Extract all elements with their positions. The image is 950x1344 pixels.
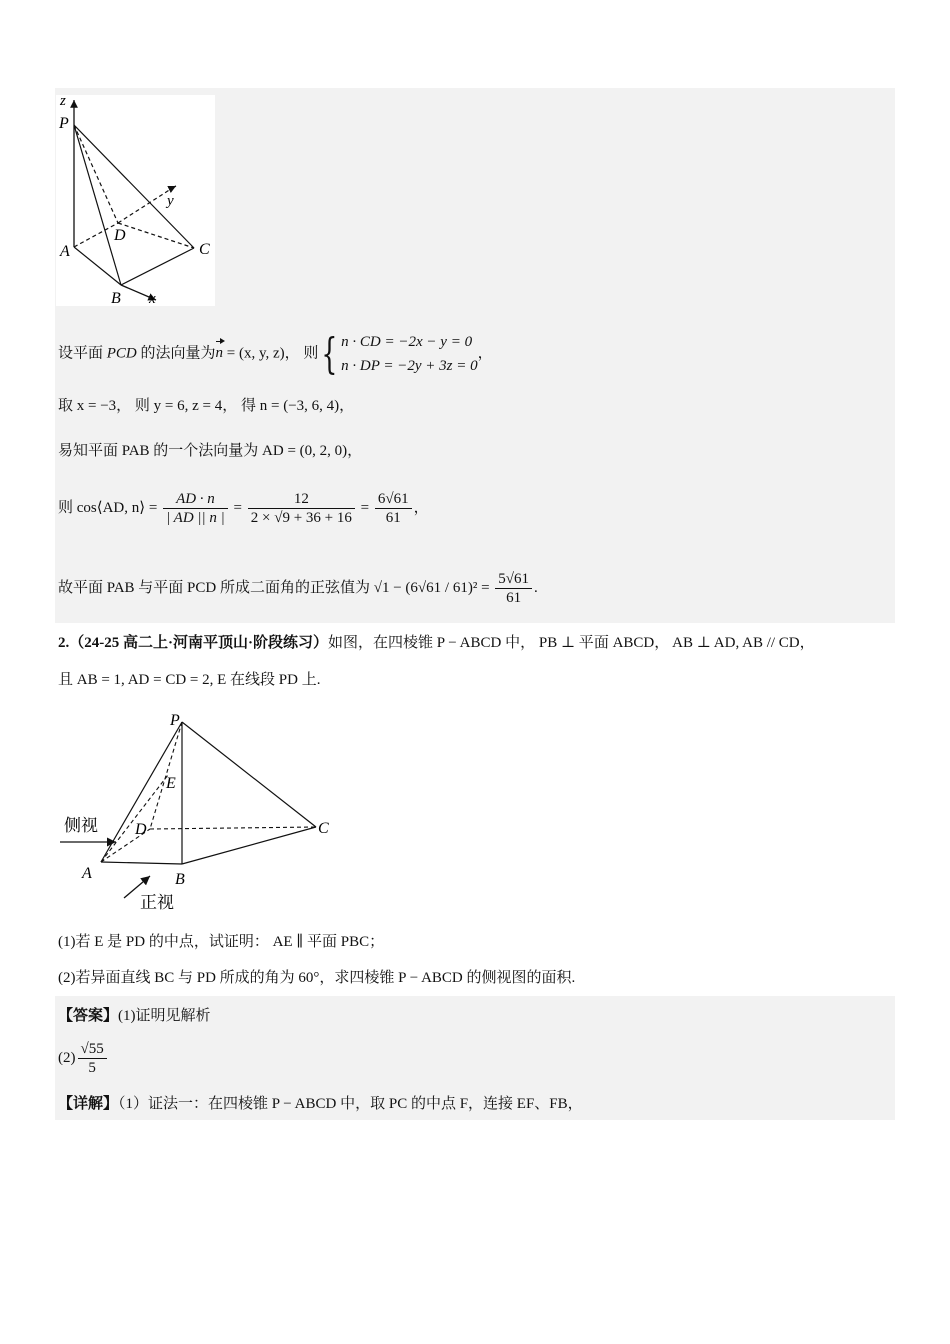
text: 故平面 PAB 与平面 PCD 所成二面角的正弦值为 [58, 579, 370, 596]
problem-text: 如图，在四棱锥 P − ABCD 中， PB ⊥ 平面 ABCD， AB ⊥ AD, AB // CD， [328, 635, 815, 651]
numerator: √55 [78, 1040, 107, 1059]
text: 则 [299, 345, 319, 362]
label-D: D [114, 227, 126, 244]
text: ， [477, 345, 493, 362]
detail-line [58, 1094, 583, 1114]
solution-line-normal-vector [58, 330, 493, 378]
question-text: (1)若 E 是 PD 的中点，试证明： AE ∥ 平面 PBC； [58, 934, 385, 950]
numerator: 6√61 [375, 490, 412, 509]
figure-1-svg [56, 95, 215, 306]
fraction-12 [248, 490, 355, 527]
label-P: P [170, 712, 180, 729]
question-1 [58, 932, 384, 952]
label-A: A [60, 243, 70, 260]
label-side-view: 侧视 [64, 816, 98, 835]
plane-name: PCD [106, 345, 137, 362]
answer-label: 【答案】 [58, 1008, 119, 1024]
numerator: 5√61 [495, 570, 532, 589]
figure-2-svg [58, 705, 348, 915]
equation-system [341, 330, 477, 378]
label-x: x [149, 291, 156, 306]
text: = (x, y, z)， [223, 345, 300, 362]
label-z: z [60, 95, 66, 109]
detail-text: （1）证法一：在四棱锥 P − ABCD 中，取 PC 的中点 F，连接 EF、FB， [118, 1096, 583, 1112]
label-E: E [166, 775, 176, 792]
answer-line-1 [58, 1006, 211, 1026]
denominator: 5 [88, 1060, 96, 1076]
denominator: 61 [506, 590, 522, 606]
text: ， [413, 499, 429, 516]
solution-line-pab-normal [58, 441, 362, 461]
fraction-sine-result [495, 570, 532, 607]
fraction-answer-2 [78, 1040, 107, 1077]
label-B: B [175, 871, 185, 888]
equation-2: n · DP = −2y + 3z = 0 [341, 358, 478, 374]
solution-line-cosine: 则 cos⟨AD, n⟩ = $\frac{AD \cdot n}{| AD || n |}$ = $\frac{12}{2 \times √9 + 36 + 16}$ = $\frac{6√61}{61}$ ， [58, 491, 429, 526]
answer-line-2 [58, 1040, 109, 1077]
equation-1: n · CD = −2x − y = 0 [341, 334, 473, 350]
answer-text: (2) [58, 1049, 76, 1066]
numerator: AD · n [163, 490, 228, 509]
figure-coordinate-pyramid [56, 95, 215, 306]
problem-number: 2. [58, 635, 70, 651]
text: 取 x = −3， 则 y = 6, z = 4， 得 n = (−3, 6, 4)， [58, 398, 355, 414]
label-B: B [111, 290, 121, 306]
label-C: C [199, 241, 210, 258]
problem-2-line-1 [58, 633, 815, 653]
text: . [534, 579, 538, 596]
problem-source: （24-25 高二上·河南平顶山·阶段练习） [69, 635, 329, 651]
label-A: A [82, 865, 92, 882]
label-C: C [318, 820, 329, 837]
figure-pyramid-views [58, 705, 348, 915]
vector-n: n [215, 345, 224, 362]
problem-text: 且 AB = 1, AD = CD = 2, E 在线段 PD 上. [58, 672, 321, 688]
question-2 [58, 968, 575, 988]
denominator: 61 [385, 510, 401, 526]
text: 则 cos⟨AD, n⟩ = [58, 499, 158, 516]
solution-line-sine: 故平面 PAB 与平面 PCD 所成二面角的正弦值为 √1 − (6√61 / 61)² = $\frac{5√61}{61}$ . [58, 571, 538, 606]
fraction-result [375, 490, 412, 527]
question-text: (2)若异面直线 BC 与 PD 所成的角为 60°，求四棱锥 P − ABCD 的侧视图的面积. [58, 970, 576, 986]
label-y: y [167, 193, 174, 209]
label-P: P [59, 115, 69, 132]
answer-text: (1)证明见解析 [118, 1008, 211, 1024]
fraction-dot-product [163, 490, 228, 527]
text: 易知平面 PAB 的一个法向量为 AD = (0, 2, 0)， [58, 443, 363, 459]
numerator: 12 [248, 490, 355, 509]
sqrt-expression: √1 − (6√61 / 61)² [373, 579, 478, 596]
denominator: 2 × √9 + 36 + 16 [250, 510, 352, 526]
solution-line-take-x [58, 396, 354, 416]
detail-label: 【详解】 [58, 1096, 119, 1112]
problem-2-line-2 [58, 670, 320, 690]
label-D: D [135, 821, 147, 838]
text: 设平面 [58, 345, 107, 362]
denominator: | AD || n | [166, 510, 225, 526]
label-front-view: 正视 [140, 893, 174, 912]
left-brace: { [321, 329, 338, 378]
text: 的法向量为 [136, 345, 216, 362]
